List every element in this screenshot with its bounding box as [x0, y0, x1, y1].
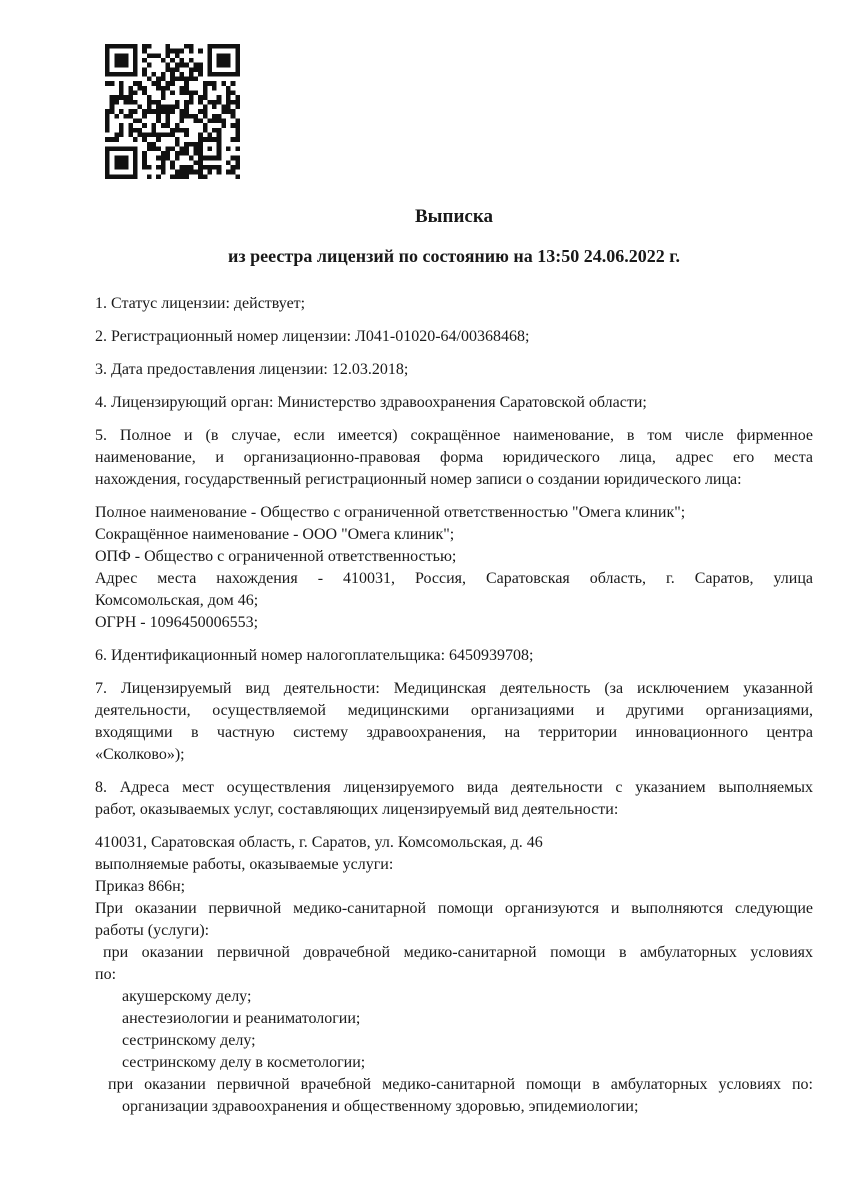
work-line: при оказании первичной врачебной медико-санитарной помощи в амбулаторных условиях по: — [108, 1076, 813, 1093]
org-ogrn: ОГРН - 1096450006553; — [95, 614, 259, 631]
org-short-name: Сокращённое наименование - ООО "Омега клиник"; — [95, 526, 455, 543]
registration-number: 2. Регистрационный номер лицензии: Л041-01020-64/00368468; — [95, 328, 530, 345]
work-line: анестезиологии и реаниматологии; — [122, 1010, 361, 1027]
document-title: Выписка — [415, 206, 493, 227]
licensed-activity-line: «Сколково»); — [95, 746, 185, 763]
licensed-activity-line: 7. Лицензируемый вид деятельности: Медицинская деятельность (за исключением указанной — [95, 680, 813, 697]
taxpayer-inn-paragraph — [95, 645, 813, 667]
org-details-block — [95, 502, 813, 634]
document-subtitle: из реестра лицензий по состоянию на 13:50 24.06.2022 г. — [228, 246, 680, 266]
taxpayer-inn: 6. Идентификационный номер налогоплательщика: 6450939708; — [95, 647, 534, 664]
registration-number-paragraph — [95, 326, 813, 348]
work-line: организации здравоохранения и общественному здоровью, эпидемиологии; — [122, 1098, 639, 1115]
grant-date: 3. Дата предоставления лицензии: 12.03.2018; — [95, 361, 409, 378]
licensed-activity-line: входящими в частную систему здравоохранения, на территории инновационного центра — [95, 724, 813, 741]
works-list — [95, 832, 813, 1118]
org-details-heading-line: нахождения, государственный регистрационный номер записи о создании юридического лица: — [95, 471, 742, 488]
license-status-paragraph — [95, 293, 813, 315]
site-address-line: 410031, Саратовская область, г. Саратов, ул. Комсомольская, д. 46 — [95, 834, 543, 851]
org-details-heading-line: наименование, и организационно-правовая форма юридического лица, адрес его места — [95, 449, 813, 466]
work-line: при оказании первичной доврачебной медико-санитарной помощи в амбулаторных условиях — [103, 944, 813, 961]
org-address-line: Комсомольская, дом 46; — [95, 592, 259, 609]
grant-date-paragraph — [95, 359, 813, 381]
order-reference: Приказ 866н; — [95, 878, 186, 895]
license-status: 1. Статус лицензии: действует; — [95, 295, 306, 312]
org-details-heading — [95, 425, 813, 491]
licensing-authority: 4. Лицензирующий орган: Министерство здравоохранения Саратовской области; — [95, 394, 647, 411]
work-line: акушерскому делу; — [122, 988, 252, 1005]
work-line: по: — [95, 966, 117, 983]
licensed-activity-line: деятельности, осуществляемой медицинскими организациями и другими организациями, — [95, 702, 813, 719]
addresses-heading — [95, 777, 813, 821]
qr-code — [105, 44, 240, 179]
licensed-activity-block — [95, 678, 813, 766]
work-line: сестринскому делу; — [122, 1032, 256, 1049]
work-line: работы (услуги): — [95, 922, 210, 939]
addresses-heading-line: работ, оказываемых услуг, составляющих лицензируемый вид деятельности: — [95, 801, 619, 818]
licensing-authority-paragraph — [95, 392, 813, 414]
works-services-label: выполняемые работы, оказываемые услуги: — [95, 856, 394, 873]
document-body — [95, 293, 813, 1118]
work-line: сестринскому делу в косметологии; — [122, 1054, 366, 1071]
document-content — [95, 206, 813, 1129]
work-line: При оказании первичной медико-санитарной помощи организуются и выполняются следующие — [95, 900, 813, 917]
org-legal-form: ОПФ - Общество с ограниченной ответственностью; — [95, 548, 457, 565]
org-details-heading-line: 5. Полное и (в случае, если имеется) сокращённое наименование, в том числе фирменное — [95, 427, 813, 444]
org-address-line: Адрес места нахождения - 410031, Россия, Саратовская область, г. Саратов, улица — [95, 570, 813, 587]
addresses-heading-line: 8. Адреса мест осуществления лицензируемого вида деятельности с указанием выполняемых — [95, 779, 813, 796]
org-full-name: Полное наименование - Общество с ограниченной ответственностью "Омега клиник"; — [95, 504, 686, 521]
